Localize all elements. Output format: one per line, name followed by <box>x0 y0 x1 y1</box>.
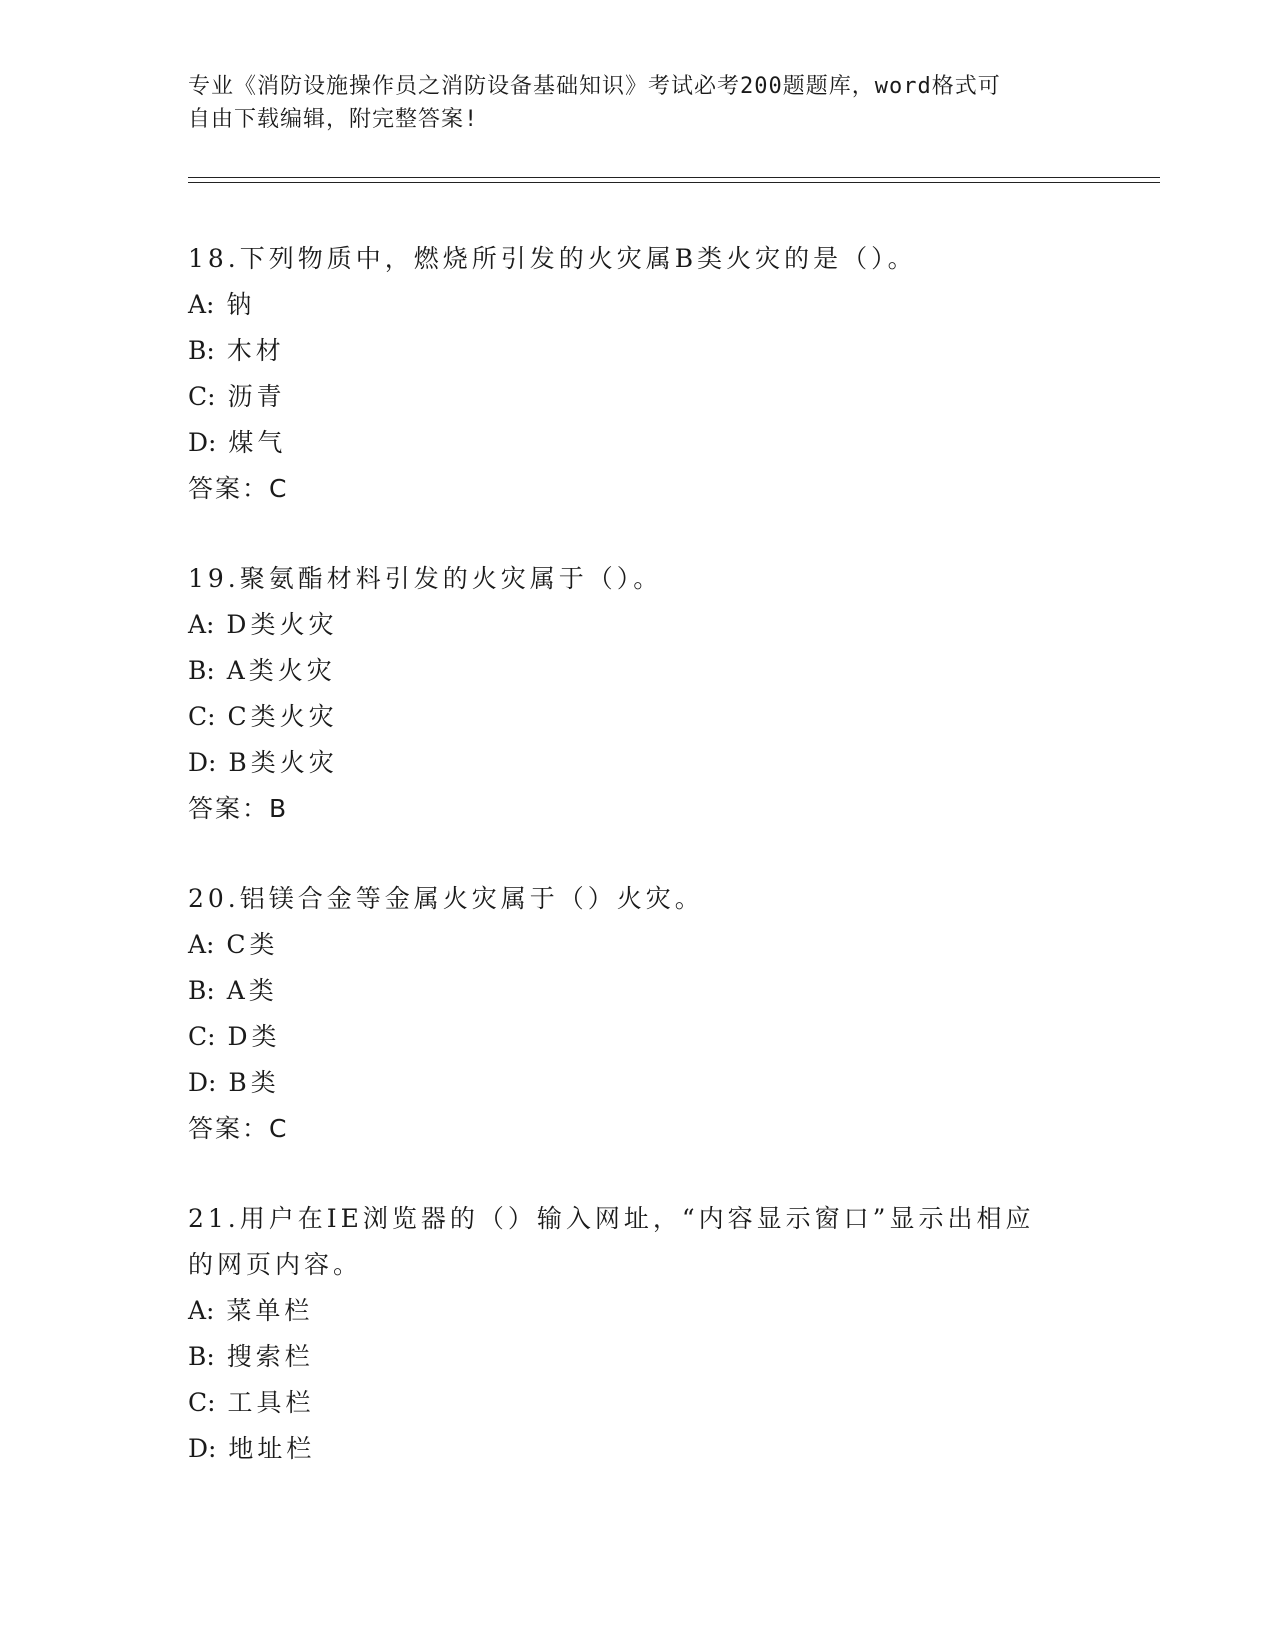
option-letter: C: <box>188 702 216 731</box>
option-letter: D: <box>188 428 217 457</box>
question-title: 18.下列物质中，燃烧所引发的火灾属B类火灾的是（）。 <box>188 244 917 273</box>
option-d <box>188 420 1088 466</box>
option-text: 木材 <box>214 336 285 365</box>
option-text: 沥青 <box>215 382 286 411</box>
option-letter: B: <box>188 976 215 1005</box>
option-c <box>188 374 1088 420</box>
question-title: 21.用户在IE浏览器的（）输入网址，“内容显示窗口”显示出相应的网页内容。 <box>188 1204 1035 1279</box>
option-b <box>188 968 1088 1014</box>
question-21 <box>188 1196 1088 1472</box>
option-a <box>188 282 1088 328</box>
option-c <box>188 694 1088 740</box>
option-text: C类火灾 <box>215 702 338 731</box>
option-text: 工具栏 <box>215 1388 315 1417</box>
option-letter: A: <box>188 930 215 959</box>
option-b <box>188 1334 1088 1380</box>
option-letter: C: <box>188 382 216 411</box>
option-c <box>188 1380 1088 1426</box>
header-divider-top <box>188 177 1160 178</box>
answer-line: 答案：C <box>188 474 289 503</box>
option-text: 菜单栏 <box>214 1296 314 1325</box>
option-text: D类 <box>215 1022 281 1051</box>
question-20 <box>188 876 1088 1152</box>
option-text: 钠 <box>214 290 256 319</box>
option-a <box>188 1288 1088 1334</box>
header-title-line-2: 自由下载编辑，附完整答案! <box>188 107 479 132</box>
option-a <box>188 922 1088 968</box>
option-b <box>188 328 1088 374</box>
header-title-line-1: 专业《消防设施操作员之消防设备基础知识》考试必考200题题库，word格式可 <box>188 74 1001 99</box>
option-text: A类 <box>214 976 278 1005</box>
option-c <box>188 1014 1088 1060</box>
question-title: 19.聚氨酯材料引发的火灾属于（）。 <box>188 564 663 593</box>
option-d <box>188 1060 1088 1106</box>
answer-line: 答案：C <box>188 1114 289 1143</box>
question-19 <box>188 556 1088 832</box>
option-text: D类火灾 <box>214 610 338 639</box>
option-letter: B: <box>188 656 215 685</box>
option-letter: C: <box>188 1022 216 1051</box>
option-letter: B: <box>188 1342 215 1371</box>
option-d <box>188 1426 1088 1472</box>
option-text: 地址栏 <box>216 1434 316 1463</box>
option-text: C类 <box>214 930 279 959</box>
option-text: B类火灾 <box>216 748 338 777</box>
question-title: 20.铝镁合金等金属火灾属于（）火灾。 <box>188 884 704 913</box>
document-header <box>188 70 1068 136</box>
option-letter: A: <box>188 610 215 639</box>
option-text: B类 <box>216 1068 280 1097</box>
option-letter: B: <box>188 336 215 365</box>
option-letter: A: <box>188 1296 215 1325</box>
option-letter: C: <box>188 1388 216 1417</box>
option-text: 煤气 <box>216 428 287 457</box>
option-letter: A: <box>188 290 215 319</box>
option-d <box>188 740 1088 786</box>
option-text: 搜索栏 <box>214 1342 314 1371</box>
option-text: A类火灾 <box>214 656 336 685</box>
header-divider-bottom <box>188 182 1160 183</box>
option-a <box>188 602 1088 648</box>
answer-line: 答案：B <box>188 794 289 823</box>
option-b <box>188 648 1088 694</box>
option-letter: D: <box>188 1068 217 1097</box>
option-letter: D: <box>188 748 217 777</box>
option-letter: D: <box>188 1434 217 1463</box>
question-18 <box>188 236 1088 512</box>
